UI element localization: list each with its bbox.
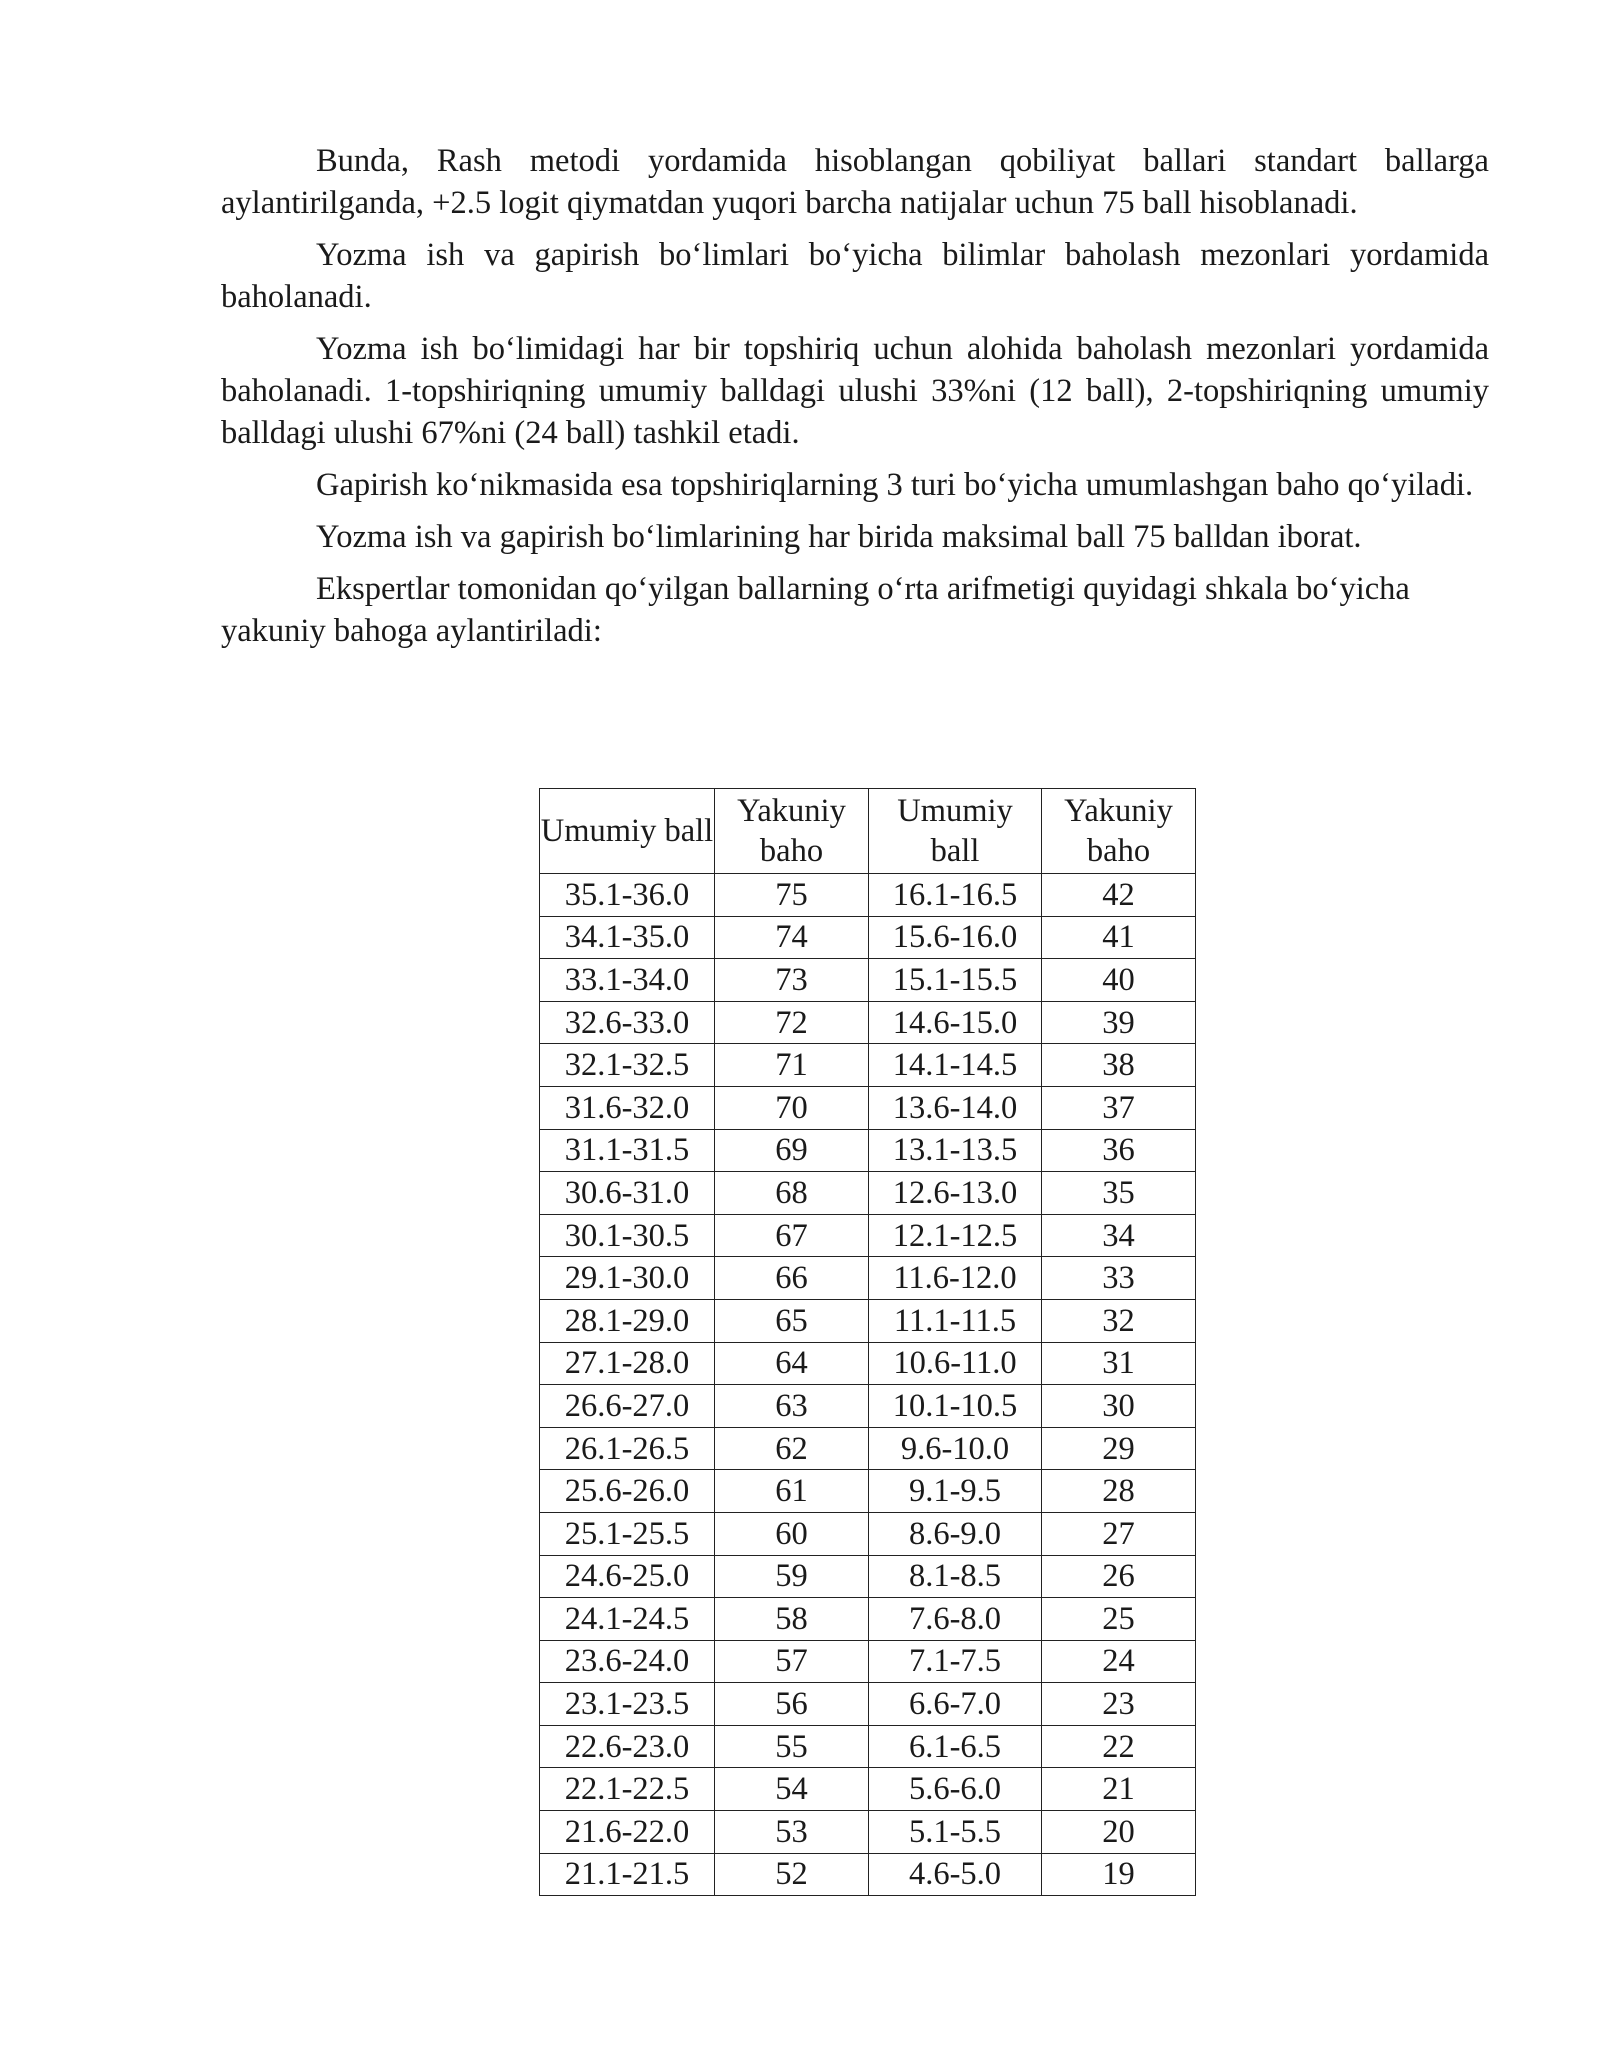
total-score-cell: 21.1-21.5: [540, 1853, 715, 1896]
total-score-cell: 4.6-5.0: [869, 1853, 1042, 1896]
table-row: [540, 1427, 1196, 1470]
total-score-cell: 7.1-7.5: [869, 1640, 1042, 1683]
table-body: [540, 874, 1196, 1896]
final-grade-cell: 33: [1042, 1257, 1196, 1300]
total-score-cell: 25.1-25.5: [540, 1512, 715, 1555]
total-score-cell: 23.6-24.0: [540, 1640, 715, 1683]
total-score-cell: 22.6-23.0: [540, 1725, 715, 1768]
table-row: [540, 1598, 1196, 1641]
final-grade-cell: 34: [1042, 1214, 1196, 1257]
table-row: [540, 1086, 1196, 1129]
table-row: [540, 916, 1196, 959]
total-score-cell: 16.1-16.5: [869, 874, 1042, 917]
total-score-cell: 34.1-35.0: [540, 916, 715, 959]
final-grade-cell: 25: [1042, 1598, 1196, 1641]
total-score-cell: 25.6-26.0: [540, 1470, 715, 1513]
paragraph-assessment-criteria: Yozma ish va gapirish boʻlimlari boʻyicha bilimlar baholash mezonlari yordamida baholanadi.: [221, 237, 1489, 315]
table-row: [540, 1299, 1196, 1342]
final-grade-cell: 22: [1042, 1725, 1196, 1768]
table-row: [540, 1512, 1196, 1555]
total-score-cell: 31.1-31.5: [540, 1129, 715, 1172]
final-grade-cell: 72: [715, 1001, 869, 1044]
total-score-cell: 8.1-8.5: [869, 1555, 1042, 1598]
total-score-cell: 31.6-32.0: [540, 1086, 715, 1129]
final-grade-cell: 39: [1042, 1001, 1196, 1044]
table-row: [540, 1811, 1196, 1854]
total-score-cell: 6.6-7.0: [869, 1683, 1042, 1726]
final-grade-cell: 60: [715, 1512, 869, 1555]
total-score-cell: 6.1-6.5: [869, 1725, 1042, 1768]
table-row: [540, 1470, 1196, 1513]
table-row: [540, 1640, 1196, 1683]
total-score-cell: 10.6-11.0: [869, 1342, 1042, 1385]
final-grade-cell: 57: [715, 1640, 869, 1683]
final-grade-cell: 52: [715, 1853, 869, 1896]
final-grade-cell: 69: [715, 1129, 869, 1172]
total-score-cell: 15.1-15.5: [869, 959, 1042, 1002]
final-grade-cell: 32: [1042, 1299, 1196, 1342]
total-score-cell: 5.1-5.5: [869, 1811, 1042, 1854]
total-score-cell: 13.6-14.0: [869, 1086, 1042, 1129]
final-grade-cell: 53: [715, 1811, 869, 1854]
final-grade-cell: 65: [715, 1299, 869, 1342]
total-score-cell: 5.6-6.0: [869, 1768, 1042, 1811]
table-row: [540, 1257, 1196, 1300]
final-grade-cell: 38: [1042, 1044, 1196, 1087]
final-grade-cell: 27: [1042, 1512, 1196, 1555]
final-grade-cell: 63: [715, 1385, 869, 1428]
final-grade-cell: 37: [1042, 1086, 1196, 1129]
total-score-cell: 35.1-36.0: [540, 874, 715, 917]
table-row: [540, 1768, 1196, 1811]
final-grade-cell: 68: [715, 1172, 869, 1215]
final-grade-cell: 62: [715, 1427, 869, 1470]
document-body: [221, 140, 1489, 662]
header-total-score-1: Umumiy ball: [540, 789, 715, 874]
final-grade-cell: 70: [715, 1086, 869, 1129]
total-score-cell: 12.1-12.5: [869, 1214, 1042, 1257]
total-score-cell: 14.6-15.0: [869, 1001, 1042, 1044]
final-grade-cell: 28: [1042, 1470, 1196, 1513]
final-grade-cell: 21: [1042, 1768, 1196, 1811]
total-score-cell: 13.1-13.5: [869, 1129, 1042, 1172]
table-row: [540, 1129, 1196, 1172]
final-grade-cell: 20: [1042, 1811, 1196, 1854]
table-row: [540, 1214, 1196, 1257]
final-grade-cell: 55: [715, 1725, 869, 1768]
paragraph-max-score: Yozma ish va gapirish boʻlimlarining har birida maksimal ball 75 balldan iborat.: [316, 519, 1362, 555]
paragraph-rasch-conversion: Bunda, Rash metodi yordamida hisoblangan qobiliyat ballari standart ballarga aylantirilganda, +2.5 logit qiymatdan yuqori barcha natijalar uchun 75 ball hisoblanadi.: [221, 143, 1489, 221]
table-row: [540, 1044, 1196, 1087]
total-score-cell: 11.1-11.5: [869, 1299, 1042, 1342]
final-grade-cell: 31: [1042, 1342, 1196, 1385]
total-score-cell: 27.1-28.0: [540, 1342, 715, 1385]
table-row: [540, 1683, 1196, 1726]
total-score-cell: 15.6-16.0: [869, 916, 1042, 959]
final-grade-cell: 61: [715, 1470, 869, 1513]
total-score-cell: 14.1-14.5: [869, 1044, 1042, 1087]
total-score-cell: 11.6-12.0: [869, 1257, 1042, 1300]
total-score-cell: 10.1-10.5: [869, 1385, 1042, 1428]
total-score-cell: 7.6-8.0: [869, 1598, 1042, 1641]
total-score-cell: 9.1-9.5: [869, 1470, 1042, 1513]
table-row: [540, 1342, 1196, 1385]
total-score-cell: 12.6-13.0: [869, 1172, 1042, 1215]
total-score-cell: 33.1-34.0: [540, 959, 715, 1002]
final-grade-cell: 73: [715, 959, 869, 1002]
table-row: [540, 1725, 1196, 1768]
total-score-cell: 24.1-24.5: [540, 1598, 715, 1641]
table-row: [540, 1555, 1196, 1598]
header-final-grade-1: Yakuniy baho: [715, 789, 869, 874]
header-total-score-2: Umumiy ball: [869, 789, 1042, 874]
final-grade-cell: 64: [715, 1342, 869, 1385]
final-grade-cell: 35: [1042, 1172, 1196, 1215]
table-row: [540, 959, 1196, 1002]
paragraph-writing-tasks: Yozma ish boʻlimidagi har bir topshiriq uchun alohida baholash mezonlari yordamida baholanadi. 1-topshiriqning umumiy balldagi ulushi 33%ni (12 ball), 2-topshiriqning umumiy balldagi ulushi 67%ni (24 ball) tashkil etadi.: [221, 331, 1489, 451]
total-score-cell: 8.6-9.0: [869, 1512, 1042, 1555]
final-grade-cell: 75: [715, 874, 869, 917]
total-score-cell: 28.1-29.0: [540, 1299, 715, 1342]
header-final-grade-2: Yakuniy baho: [1042, 789, 1196, 874]
total-score-cell: 24.6-25.0: [540, 1555, 715, 1598]
final-grade-cell: 42: [1042, 874, 1196, 917]
table-row: [540, 1385, 1196, 1428]
final-grade-cell: 59: [715, 1555, 869, 1598]
table-row: [540, 1172, 1196, 1215]
total-score-cell: 32.6-33.0: [540, 1001, 715, 1044]
total-score-cell: 30.1-30.5: [540, 1214, 715, 1257]
paragraph-scale-intro: Ekspertlar tomonidan qoʻyilgan ballarning oʻrta arifmetigi quyidagi shkala boʻyicha yakuniy bahoga aylantiriladi:: [221, 571, 1410, 649]
table-row: [540, 1001, 1196, 1044]
final-grade-cell: 26: [1042, 1555, 1196, 1598]
table-row: [540, 1853, 1196, 1896]
total-score-cell: 22.1-22.5: [540, 1768, 715, 1811]
total-score-cell: 9.6-10.0: [869, 1427, 1042, 1470]
table-header-row: [540, 789, 1196, 874]
final-grade-cell: 67: [715, 1214, 869, 1257]
final-grade-cell: 29: [1042, 1427, 1196, 1470]
final-grade-cell: 41: [1042, 916, 1196, 959]
total-score-cell: 26.1-26.5: [540, 1427, 715, 1470]
score-conversion-table-container: [539, 788, 1196, 1896]
total-score-cell: 26.6-27.0: [540, 1385, 715, 1428]
final-grade-cell: 30: [1042, 1385, 1196, 1428]
paragraph-speaking-skill: Gapirish koʻnikmasida esa topshiriqlarning 3 turi boʻyicha umumlashgan baho qoʻyiladi.: [316, 467, 1474, 503]
total-score-cell: 29.1-30.0: [540, 1257, 715, 1300]
final-grade-cell: 66: [715, 1257, 869, 1300]
total-score-cell: 23.1-23.5: [540, 1683, 715, 1726]
total-score-cell: 32.1-32.5: [540, 1044, 715, 1087]
final-grade-cell: 19: [1042, 1853, 1196, 1896]
final-grade-cell: 58: [715, 1598, 869, 1641]
final-grade-cell: 40: [1042, 959, 1196, 1002]
total-score-cell: 21.6-22.0: [540, 1811, 715, 1854]
total-score-cell: 30.6-31.0: [540, 1172, 715, 1215]
final-grade-cell: 36: [1042, 1129, 1196, 1172]
score-conversion-table: [539, 788, 1196, 1896]
table-row: [540, 874, 1196, 917]
final-grade-cell: 24: [1042, 1640, 1196, 1683]
final-grade-cell: 71: [715, 1044, 869, 1087]
final-grade-cell: 23: [1042, 1683, 1196, 1726]
final-grade-cell: 56: [715, 1683, 869, 1726]
final-grade-cell: 74: [715, 916, 869, 959]
final-grade-cell: 54: [715, 1768, 869, 1811]
